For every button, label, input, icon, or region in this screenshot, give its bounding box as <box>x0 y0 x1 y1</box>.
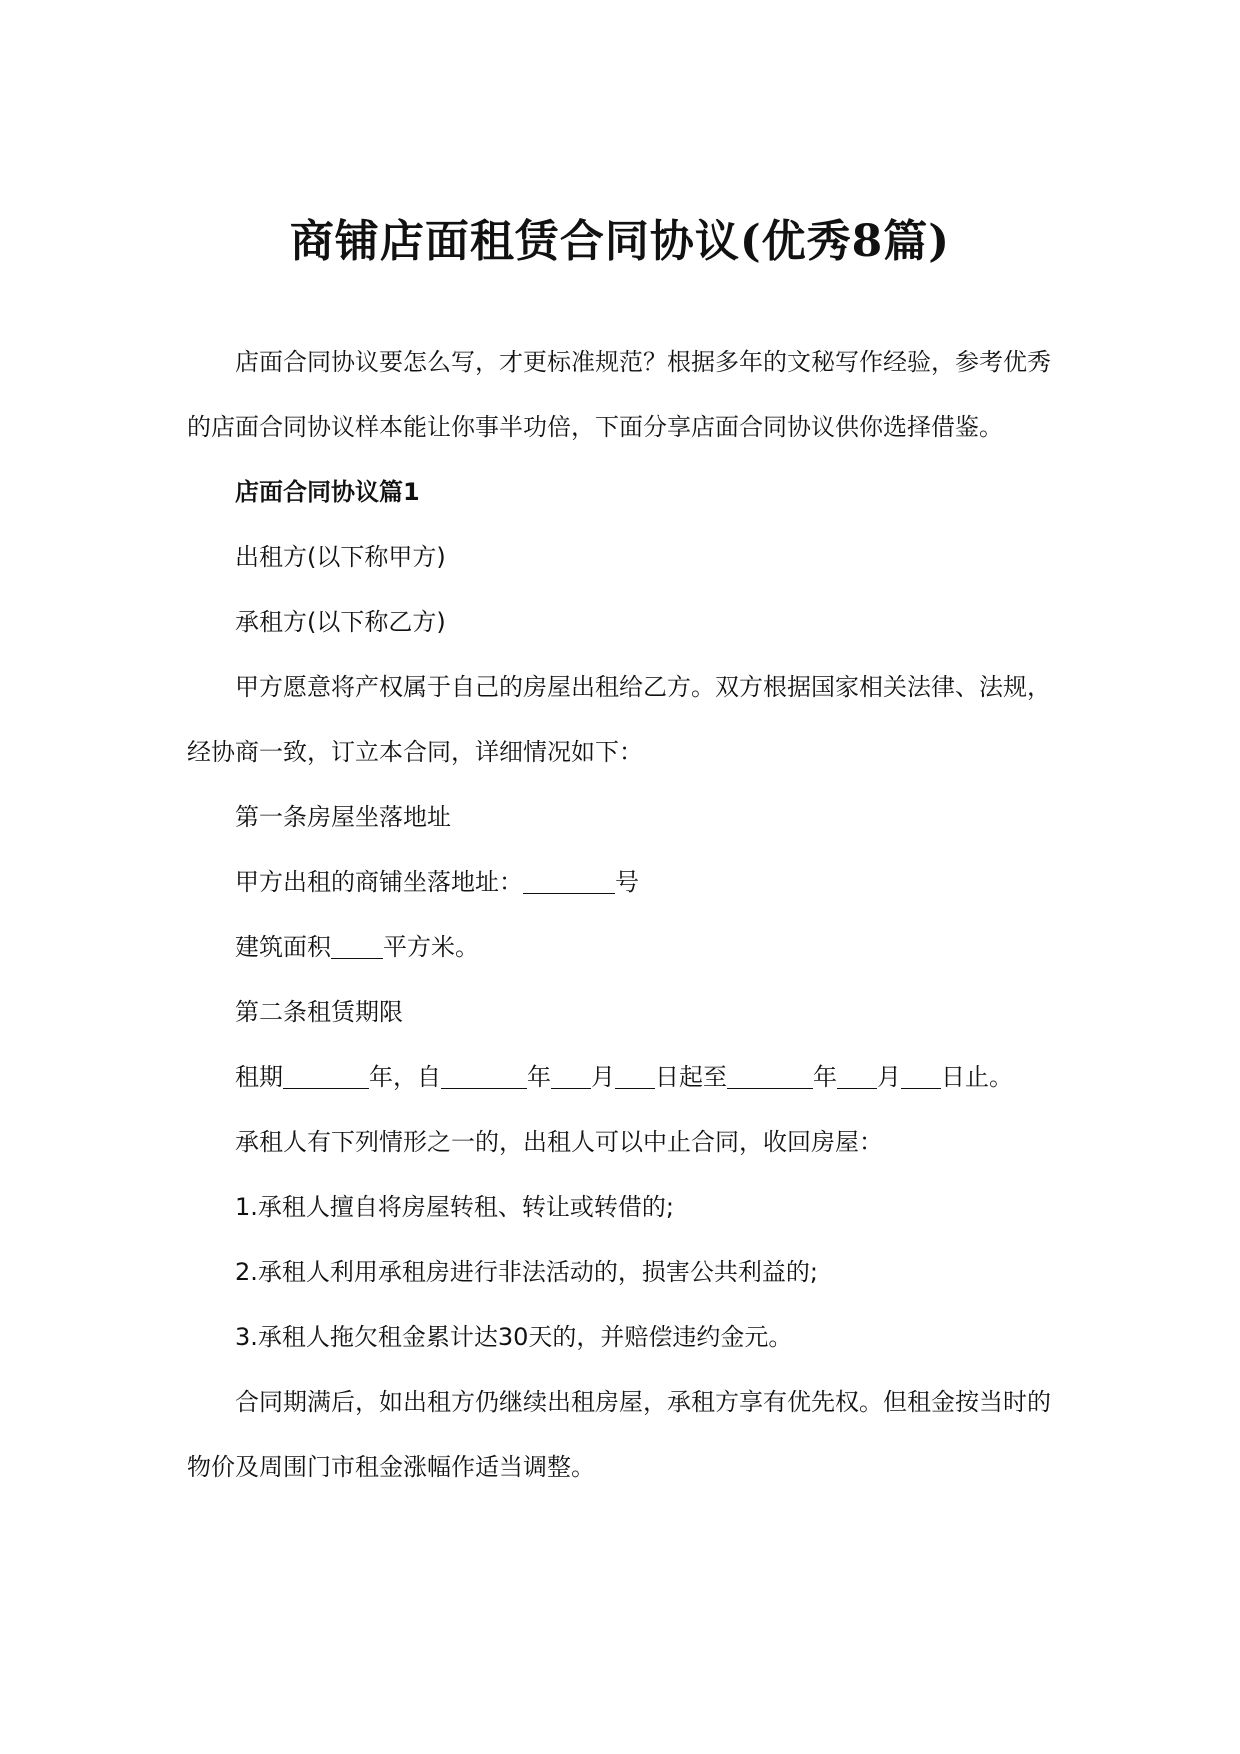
article1-heading: 第一条房屋坐落地址 <box>235 803 451 831</box>
term-text: 月 <box>877 1063 901 1091</box>
address-suffix: 号 <box>615 868 639 896</box>
area-prefix: 建筑面积 <box>235 933 331 961</box>
section-heading: 店面合同协议篇1 <box>235 478 420 506</box>
term-text: 年 <box>813 1063 837 1091</box>
intro-paragraph: 店面合同协议要怎么写，才更标准规范？根据多年的文秘写作经验，参考优秀的店面合同协议样本能让你事半功倍，下面分享店面合同协议供你选择借鉴。 <box>187 348 1051 441</box>
document-title: 商铺店面租赁合同协议(优秀8篇) <box>289 216 951 267</box>
article2-heading: 第二条租赁期限 <box>235 998 403 1026</box>
term-text: 租期 <box>235 1063 283 1091</box>
term-blank <box>837 1062 877 1088</box>
term-blank <box>283 1062 369 1088</box>
term-text: 年，自 <box>369 1063 441 1091</box>
list-item: 1.承租人擅自将房屋转租、转让或转借的; <box>235 1193 674 1221</box>
address-line <box>187 850 1053 915</box>
area-blank <box>331 932 383 958</box>
term-text: 年 <box>527 1063 551 1091</box>
term-text: 月 <box>591 1063 615 1091</box>
termination-intro: 承租人有下列情形之一的，出租人可以中止合同，收回房屋： <box>235 1128 883 1156</box>
term-line <box>187 1045 1053 1110</box>
renewal-paragraph: 合同期满后，如出租方仍继续出租房屋，承租方享有优先权。但租金按当时的物价及周围门市租金涨幅作适当调整。 <box>187 1388 1051 1481</box>
document-body <box>187 330 1053 1500</box>
area-suffix: 平方米。 <box>383 933 479 961</box>
list-item: 3.承租人拖欠租金累计达30天的，并赔偿违约金元。 <box>235 1323 793 1351</box>
term-text: 日起至 <box>655 1063 727 1091</box>
list-item: 2.承租人利用承租房进行非法活动的，损害公共利益的; <box>235 1258 818 1286</box>
lessee-line: 承租方(以下称乙方) <box>235 608 446 636</box>
address-blank <box>523 867 615 893</box>
address-prefix: 甲方出租的商铺坐落地址： <box>235 868 523 896</box>
lessor-line: 出租方(以下称甲方) <box>235 543 446 571</box>
term-blank <box>615 1062 655 1088</box>
term-text: 日止。 <box>941 1063 1013 1091</box>
area-line <box>187 915 1053 980</box>
preamble-paragraph: 甲方愿意将产权属于自己的房屋出租给乙方。双方根据国家相关法律、法规，经协商一致，订立本合同，详细情况如下： <box>187 673 1051 766</box>
term-blank <box>551 1062 591 1088</box>
term-blank <box>901 1062 941 1088</box>
term-blank <box>727 1062 813 1088</box>
term-blank <box>441 1062 527 1088</box>
